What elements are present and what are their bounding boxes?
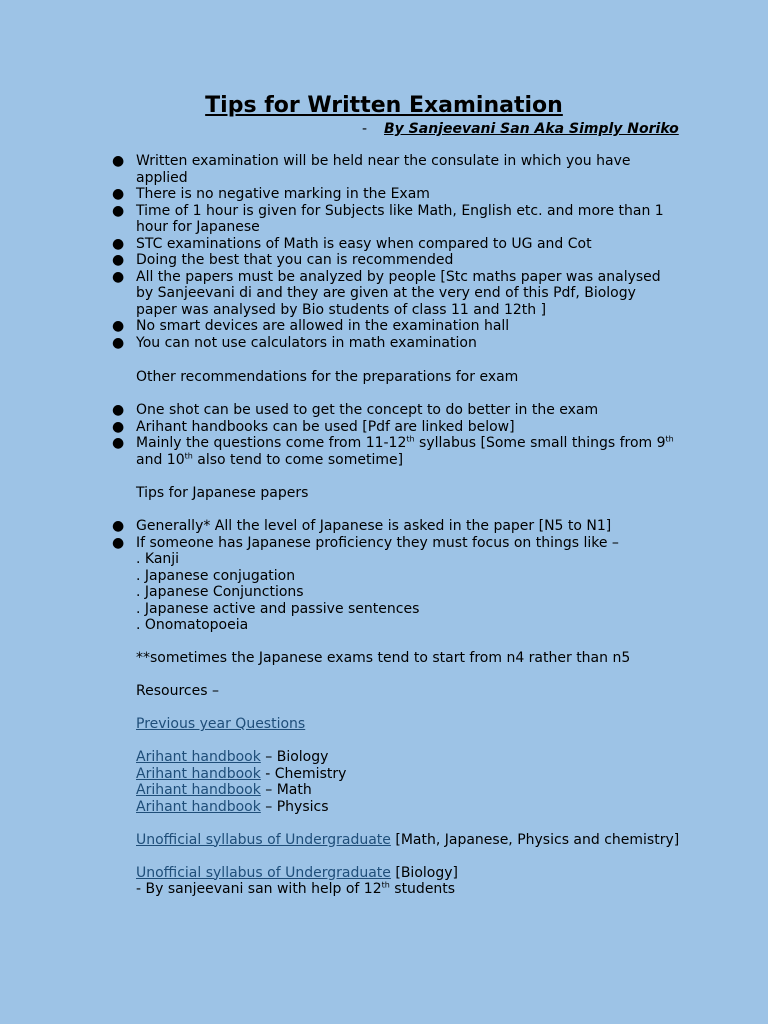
list-item-text: No smart devices are allowed in the examination hall: [136, 318, 510, 334]
preparation-list: [0, 402, 768, 468]
sub-item: . Japanese conjugation: [136, 567, 296, 584]
unofficial-syllabus-biology-link[interactable]: Unofficial syllabus of Undergraduate: [136, 864, 391, 881]
list-item: [0, 318, 676, 335]
credit-line: - By sanjeevani san with help of 12th students: [136, 880, 456, 897]
list-item-text: If someone has Japanese proficiency they must focus on things like –: [136, 534, 619, 551]
list-item: [0, 535, 676, 552]
bullet-icon: ●: [112, 318, 125, 334]
exam-tips-list: [0, 153, 768, 351]
resource-pyq: [0, 716, 696, 733]
unofficial-syllabus-link[interactable]: Unofficial syllabus of Undergraduate: [136, 831, 391, 848]
arihant-math-link[interactable]: Arihant handbook: [136, 782, 261, 798]
sub-item: . Japanese Conjunctions: [136, 584, 304, 600]
list-item: [0, 435, 676, 468]
list-item-text: Generally* All the level of Japanese is asked in the paper [N5 to N1]: [136, 518, 612, 534]
arihant-biology-link[interactable]: Arihant handbook: [136, 749, 261, 765]
japanese-tips-heading: Tips for Japanese papers: [136, 485, 309, 501]
bullet-icon: ●: [112, 534, 125, 551]
bullet-icon: ●: [112, 153, 125, 169]
list-item-text: All the papers must be analyzed by people [Stc maths paper was analysed by Sanjeevani di and they are given at the very end of this Pdf, Biology paper was analysed by Bio students of class 11 and 12th ]: [136, 268, 661, 318]
resource-handbook: Arihant handbook - Chemistry: [136, 765, 347, 782]
resource-handbook: Arihant handbook – Math: [136, 782, 312, 798]
bullet-icon: ●: [112, 402, 125, 418]
arihant-physics-link[interactable]: Arihant handbook: [136, 798, 261, 815]
byline: [362, 120, 679, 138]
document-title: Tips for Written Examination: [205, 93, 563, 118]
bullet-icon: ●: [112, 518, 125, 534]
sub-item: . Kanji: [136, 551, 180, 567]
sub-item: . Onomatopoeia: [136, 617, 249, 633]
byline-author: By Sanjeevani San Aka Simply Noriko: [384, 121, 679, 137]
list-item: [0, 186, 676, 203]
bullet-icon: ●: [112, 334, 125, 351]
bullet-icon: ●: [112, 186, 125, 202]
resource-syllabus: Unofficial syllabus of Undergraduate [Math, Japanese, Physics and chemistry]: [136, 831, 680, 848]
japanese-tips-list: [0, 518, 768, 898]
list-item-text: Mainly the questions come from 11-12th syllabus [Some small things from 9th and 10th also tend to come sometime]: [136, 434, 674, 468]
list-item-text: Arihant handbooks can be used [Pdf are linked below]: [136, 418, 515, 435]
resource-syllabus: Unofficial syllabus of Undergraduate [Biology]: [136, 864, 458, 881]
bullet-icon: ●: [112, 202, 125, 219]
list-item: [0, 335, 676, 352]
resource-handbook: Arihant handbook – Biology: [136, 749, 329, 765]
list-item-text: STC examinations of Math is easy when compared to UG and Cot: [136, 235, 592, 252]
list-item: [0, 252, 676, 269]
list-item: [0, 203, 676, 236]
list-item: [0, 518, 676, 535]
list-item-text: You can not use calculators in math examination: [136, 334, 477, 351]
list-item: [0, 236, 676, 253]
list-item-text: Written examination will be held near the consulate in which you have applied: [136, 153, 631, 186]
list-item-text: Time of 1 hour is given for Subjects like Math, English etc. and more than 1 hour for Japanese: [136, 202, 664, 235]
arihant-chemistry-link[interactable]: Arihant handbook: [136, 765, 261, 782]
list-item: [0, 419, 676, 436]
bullet-icon: ●: [112, 268, 125, 285]
list-item: [0, 269, 676, 319]
list-item: [0, 153, 676, 186]
exam-level-note: **sometimes the Japanese exams tend to start from n4 rather than n5: [136, 650, 631, 666]
bullet-icon: ●: [112, 418, 125, 435]
bullet-icon: ●: [112, 435, 125, 451]
list-item: [0, 402, 676, 419]
bullet-icon: ●: [112, 235, 125, 252]
byline-dash: -: [362, 121, 368, 137]
resources-heading: Resources –: [136, 683, 219, 699]
other-recommendations-heading: Other recommendations for the preparations for exam: [136, 369, 519, 385]
bullet-icon: ●: [112, 252, 125, 268]
list-item-text: One shot can be used to get the concept to do better in the exam: [136, 402, 599, 418]
list-item-text: Doing the best that you can is recommended: [136, 252, 454, 268]
resource-handbook: Arihant handbook – Physics: [136, 798, 329, 815]
list-item-text: There is no negative marking in the Exam: [136, 186, 430, 202]
sub-item: . Japanese active and passive sentences: [136, 600, 420, 617]
previous-year-questions-link[interactable]: Previous year Questions: [136, 716, 306, 732]
